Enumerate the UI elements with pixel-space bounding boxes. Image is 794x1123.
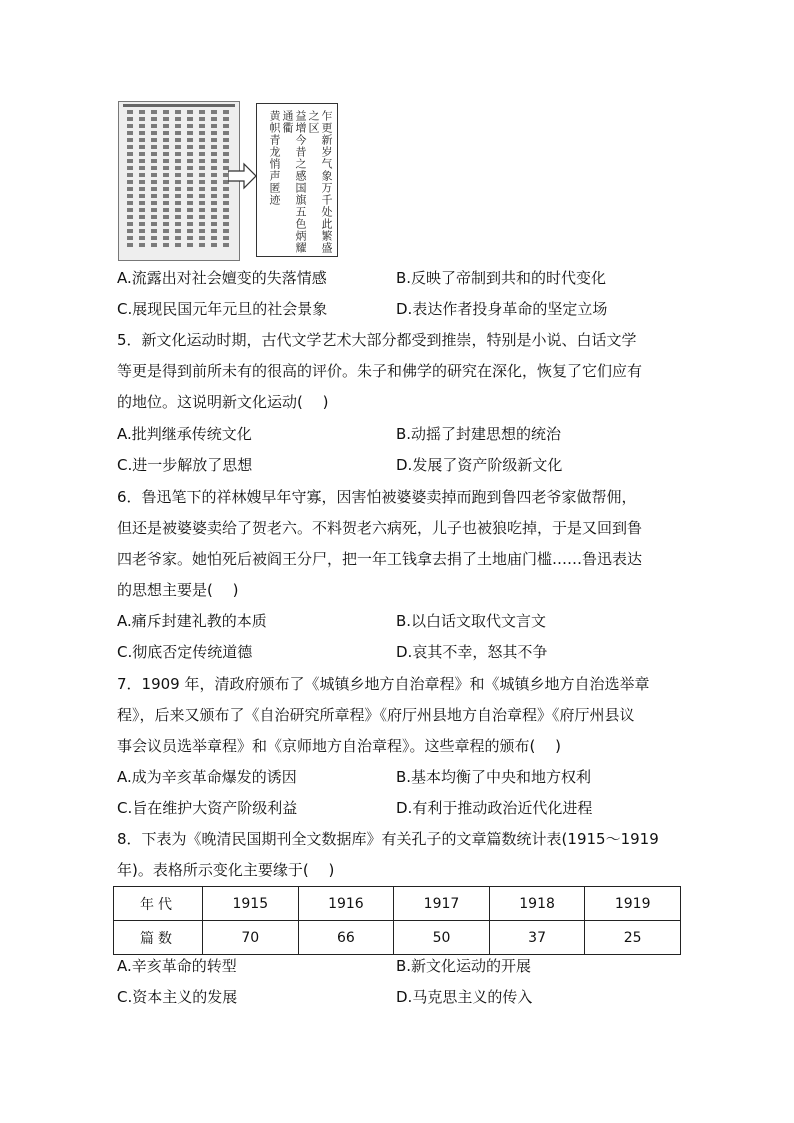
- newspaper-figure: [118, 101, 340, 261]
- q8-option-b: B.新文化运动的开展: [396, 957, 532, 975]
- q8-stem-line: 8．下表为《晚清民国期刊全文数据库》有关孔子的文章篇数统计表(1915～1919: [117, 830, 659, 848]
- callout-column: 乍更新岁气象万千处此繁盛之区: [307, 110, 333, 254]
- table-cell-count: 25: [585, 921, 681, 955]
- table-cell-year: 1919: [585, 887, 681, 921]
- q5-stem-line: 等更是得到前所未有的很高的评价。朱子和佛学的研究在深化，恢复了它们应有: [117, 362, 643, 380]
- table-row: [114, 887, 681, 921]
- q6-stem-line: 但还是被婆婆卖给了贺老六。不料贺老六病死，儿子也被狼吃掉，于是又回到鲁: [117, 519, 643, 537]
- q8-option-d: D.马克思主义的传入: [396, 988, 533, 1006]
- q8-option-c: C.资本主义的发展: [117, 988, 238, 1006]
- q5-option-b: B.动摇了封建思想的统治: [396, 425, 562, 443]
- q5-stem-line: 5．新文化运动时期，古代文学艺术大部分都受到推崇，特别是小说、白话文学: [117, 331, 637, 349]
- callout-column: 益增今昔之感国旗五色炳耀通衢: [281, 110, 307, 254]
- article-count-table: [113, 886, 681, 955]
- table-cell-year: 1918: [489, 887, 585, 921]
- table-row-label-count: 篇数: [114, 921, 203, 955]
- q4-option-b: B.反映了帝制到共和的时代变化: [396, 269, 607, 287]
- table-cell-year: 1917: [394, 887, 490, 921]
- q5-option-d: D.发展了资产阶级新文化: [396, 456, 563, 474]
- q4-option-d: D.表达作者投身革命的坚定立场: [396, 300, 608, 318]
- q8-option-a: A.辛亥革命的转型: [117, 957, 237, 975]
- q6-option-a: A.痛斥封建礼教的本质: [117, 612, 267, 630]
- q7-option-b: B.基本均衡了中央和地方权利: [396, 768, 592, 786]
- q6-stem-line: 的思想主要是( ): [117, 581, 239, 599]
- table-row-label-year: 年代: [114, 887, 203, 921]
- q6-stem-line: 6．鲁迅笔下的祥林嫂早年守寡，因害怕被婆婆卖掉而跑到鲁四老爷家做帮佣，: [117, 488, 637, 506]
- q7-stem-line: 程》，后来又颁布了《自治研究所章程》《府厅州县地方自治章程》《府厅州县议: [117, 706, 635, 724]
- table-cell-count: 66: [298, 921, 394, 955]
- table-cell-count: 37: [489, 921, 585, 955]
- q7-stem-line: 7．1909 年，清政府颁布了《城镇乡地方自治章程》和《城镇乡地方自治选举章: [117, 675, 650, 693]
- q7-option-a: A.成为辛亥革命爆发的诱因: [117, 768, 297, 786]
- q7-option-d: D.有利于推动政治近代化进程: [396, 799, 593, 817]
- q5-option-a: A.批判继承传统文化: [117, 425, 252, 443]
- callout-column: 黄帜青龙悄声匿迹: [268, 110, 281, 206]
- q7-stem-line: 事会议员选举章程》和《京师地方自治章程》。这些章程的颁布( ): [117, 737, 561, 755]
- q4-option-c: C.展现民国元年元旦的社会景象: [117, 300, 328, 318]
- q7-option-c: C.旨在维护大资产阶级利益: [117, 799, 298, 817]
- table-row: [114, 921, 681, 955]
- table-cell-year: 1915: [203, 887, 299, 921]
- q6-stem-line: 四老爷家。她怕死后被阎王分尸，把一年工钱拿去捐了土地庙门槛……鲁迅表达: [117, 550, 643, 568]
- callout-box: [256, 103, 338, 257]
- q6-option-d: D.哀其不幸，怒其不争: [396, 643, 548, 661]
- table-cell-count: 50: [394, 921, 490, 955]
- newspaper-scan-image: [118, 101, 240, 261]
- table-cell-year: 1916: [298, 887, 394, 921]
- q8-stem-line: 年)。表格所示变化主要缘于( ): [117, 861, 335, 879]
- right-arrow-icon: [228, 161, 258, 191]
- q5-stem-line: 的地位。这说明新文化运动( ): [117, 393, 329, 411]
- q6-option-c: C.彻底否定传统道德: [117, 643, 253, 661]
- q6-option-b: B.以白话文取代文言文: [396, 612, 547, 630]
- q5-option-c: C.进一步解放了思想: [117, 456, 253, 474]
- q4-option-a: A.流露出对社会嬗变的失落情感: [117, 269, 327, 287]
- table-cell-count: 70: [203, 921, 299, 955]
